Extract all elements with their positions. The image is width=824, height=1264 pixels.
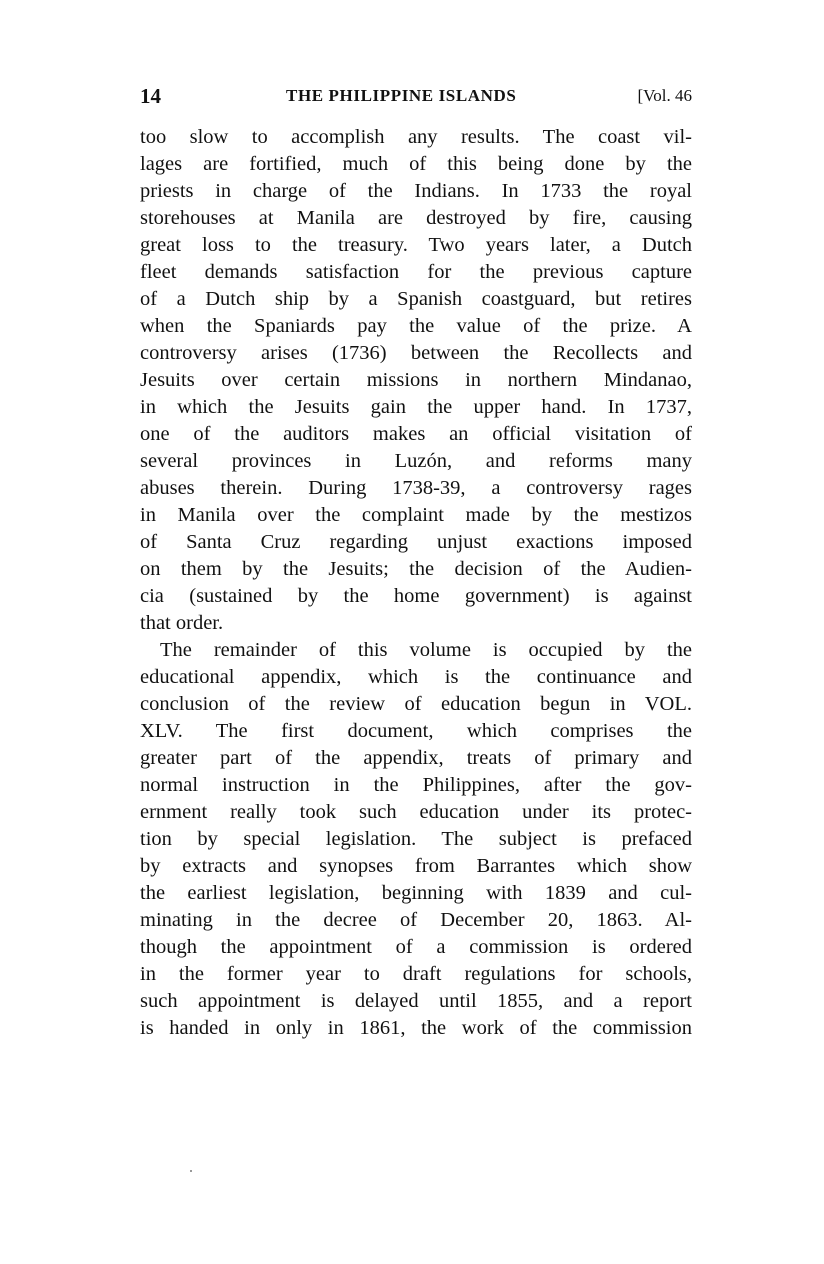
text-line: on them by the Jesuits; the decision of the Audien-: [140, 558, 692, 580]
text-line: is handed in only in 1861, the work of the commission: [140, 1017, 692, 1039]
text-line: of Santa Cruz regarding unjust exactions imposed: [140, 531, 692, 553]
text-line: such appointment is delayed until 1855, and a report: [140, 990, 692, 1012]
text-line: ernment really took such education under its protec-: [140, 801, 692, 823]
body-text: [140, 124, 692, 1042]
text-line: in which the Jesuits gain the upper hand. In 1737,: [140, 396, 692, 418]
text-line: lages are fortified, much of this being done by the: [140, 153, 692, 175]
text-line: too slow to accomplish any results. The coast vil-: [140, 126, 692, 148]
text-line: that order.: [140, 612, 224, 634]
text-line: conclusion of the review of education begun in VOL.: [140, 693, 692, 715]
text-line: by extracts and synopses from Barrantes which show: [140, 855, 692, 877]
text-line: great loss to the treasury. Two years later, a Dutch: [140, 234, 692, 256]
page-number: 14: [140, 84, 161, 108]
scan-speck: [190, 1170, 192, 1172]
text-line: in Manila over the complaint made by the mestizos: [140, 504, 692, 526]
text-line: greater part of the appendix, treats of primary and: [140, 747, 692, 769]
text-line: though the appointment of a commission is ordered: [140, 936, 692, 958]
text-line: one of the auditors makes an official visitation of: [140, 423, 692, 445]
text-line: minating in the decree of December 20, 1863. Al-: [140, 909, 692, 931]
text-line: when the Spaniards pay the value of the prize. A: [140, 315, 692, 337]
text-line: controversy arises (1736) between the Recollects and: [140, 342, 692, 364]
text-line: priests in charge of the Indians. In 1733 the royal: [140, 180, 692, 202]
text-line: of a Dutch ship by a Spanish coastguard, but retires: [140, 288, 692, 310]
running-head: [140, 84, 692, 114]
book-title: THE PHILIPPINE ISLANDS: [286, 86, 517, 105]
text-line: several provinces in Luzón, and reforms many: [140, 450, 692, 472]
text-line: storehouses at Manila are destroyed by fire, causing: [140, 207, 692, 229]
text-line: tion by special legislation. The subject is prefaced: [140, 828, 692, 850]
text-line: Jesuits over certain missions in northern Mindanao,: [140, 369, 692, 391]
volume-label: [Vol. 46: [637, 86, 692, 105]
text-line: the earliest legislation, beginning with 1839 and cul-: [140, 882, 692, 904]
text-line: normal instruction in the Philippines, after the gov-: [140, 774, 692, 796]
text-line: in the former year to draft regulations for schools,: [140, 963, 692, 985]
text-line: fleet demands satisfaction for the previous capture: [140, 261, 692, 283]
text-line: abuses therein. During 1738-39, a controversy rages: [140, 477, 692, 499]
text-line: cia (sustained by the home government) is against: [140, 585, 692, 607]
text-line: educational appendix, which is the continuance and: [140, 666, 692, 688]
text-line: The remainder of this volume is occupied by the: [160, 639, 692, 661]
text-line: XLV. The first document, which comprises the: [140, 720, 692, 742]
